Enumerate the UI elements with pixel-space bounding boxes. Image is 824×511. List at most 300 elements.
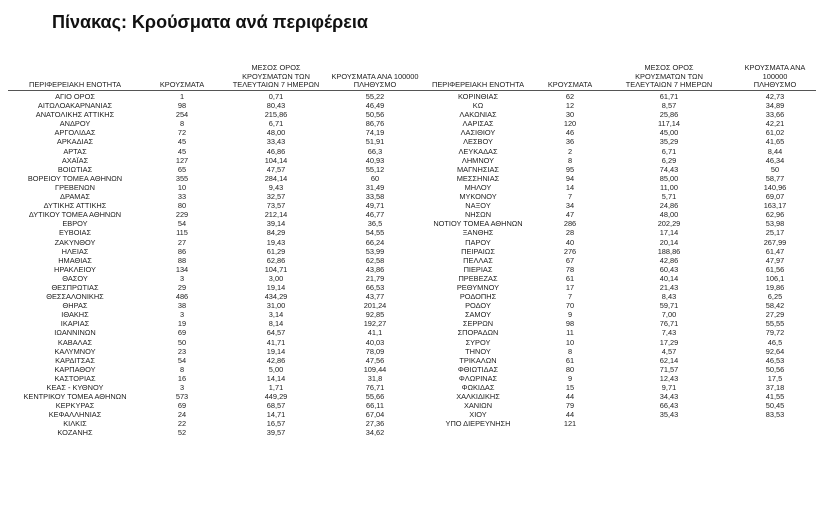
cell-right-cases: 98 [565,319,575,329]
cell-left-per100k: 27,36 [365,419,385,429]
cell-right-avg7: 76,71 [659,319,679,329]
cell-left-avg7: 5,00 [268,364,284,374]
cell-right-avg7: 62,14 [659,355,679,365]
cell-right-per100k: 163,17 [763,201,787,211]
table-row [8,110,816,119]
cell-left-avg7: 8,14 [268,319,284,329]
cell-right-region: ΥΠΟ ΔΙΕΡΕΥΝΗΣΗ [445,419,511,429]
cell-right-region: ΣΠΟΡΑΔΩΝ [457,328,499,338]
cell-left-avg7: 104,14 [264,155,288,165]
cell-left-cases: 573 [175,392,189,402]
cell-right-cases: 286 [563,219,577,229]
cell-left-avg7: 19,43 [266,237,286,247]
table-row [8,128,816,137]
cell-right-per100k: 25,17 [765,228,785,238]
cell-right-region: ΜΥΚΟΝΟΥ [459,192,497,202]
cell-right-region: ΜΗΛΟΥ [464,182,492,192]
cell-right-region: ΡΕΘΥΜΝΟΥ [456,282,500,292]
cell-left-per100k: 62,58 [365,255,385,265]
cell-left-per100k: 40,93 [365,155,385,165]
table-row [8,174,816,183]
table-row [8,147,816,156]
cell-left-per100k: 55,66 [365,392,385,402]
cell-right-avg7: 11,00 [660,182,678,192]
cell-left-per100k: 33,58 [365,192,385,202]
cell-right-avg7: 8,57 [661,101,677,111]
cell-right-cases: 7 [567,192,573,202]
cell-left-cases: 24 [177,410,187,420]
cell-left-per100k: 53,99 [365,246,385,256]
cell-left-per100k: 55,12 [365,164,385,174]
cell-right-per100k: 47,97 [765,255,785,265]
cell-right-cases: 120 [563,119,577,129]
cell-right-avg7: 6,71 [661,146,677,156]
cell-left-region: ΗΛΕΙΑΣ [61,246,89,256]
cell-left-per100k: 66,3 [367,146,383,156]
cell-left-region: ΔΡΑΜΑΣ [60,192,90,202]
cell-left-cases: 3 [179,383,185,392]
cell-left-per100k: 74,19 [365,128,385,138]
cell-right-avg7: 25,86 [659,110,679,120]
cell-left-per100k: 66,53 [365,282,385,292]
cell-right-per100k: 8,44 [767,146,783,156]
cell-left-per100k: 43,86 [365,264,385,274]
cell-right-avg7: 24,86 [659,201,679,211]
cell-left-per100k: 60 [370,173,380,183]
cell-right-region: ΣΕΡΡΩΝ [462,319,494,329]
cell-right-region: ΡΟΔΟΥ [465,301,491,311]
cell-left-cases: 115 [176,228,188,238]
cell-right-per100k: 17,5 [767,373,783,383]
cell-right-cases: 40 [565,237,575,247]
cell-right-region: ΛΗΜΝΟΥ [461,155,495,165]
cell-right-cases: 34 [565,201,575,211]
cell-left-cases: 10 [177,182,187,192]
cell-left-avg7: 16,57 [266,419,286,429]
cell-right-cases: 28 [565,228,575,238]
table-row [8,92,816,101]
cell-right-cases: 30 [565,110,575,120]
cell-right-avg7: 66,43 [659,401,679,411]
cell-left-region: ΑΝΑΤΟΛΙΚΗΣ ΑΤΤΙΚΗΣ [35,110,115,120]
cell-right-avg7: 4,57 [661,346,677,356]
cell-right-per100k: 106,1 [765,273,785,283]
cell-right-avg7: 188,86 [657,246,681,256]
cell-right-per100k: 140,96 [763,182,787,192]
cell-right-cases: 46 [565,128,575,138]
cell-left-avg7: 19,14 [266,282,286,292]
cell-right-avg7: 8,43 [661,292,677,302]
cell-right-cases: 8 [567,155,573,165]
cell-right-per100k: 83,53 [765,410,785,420]
cell-right-per100k: 37,18 [765,383,785,392]
cell-left-cases: 72 [177,128,187,138]
cell-right-region: ΠΕΛΛΑΣ [463,255,493,265]
cell-left-region: ΑΙΤΩΛΟΑΚΑΡΝΑΝΙΑΣ [37,101,113,111]
cell-left-per100k: 46,49 [365,101,385,111]
cell-left-avg7: 84,29 [266,228,286,238]
cell-right-per100k: 62,96 [765,210,785,220]
cell-right-per100k: 42,21 [765,119,785,129]
cell-right-per100k: 69,07 [765,192,785,202]
cell-left-avg7: 68,57 [266,401,286,411]
cell-left-per100k: 66,11 [366,401,384,411]
cell-left-region: ΗΜΑΘΙΑΣ [58,255,92,265]
cell-right-region: ΦΩΚΙΔΑΣ [461,383,495,392]
cell-right-region: ΚΟΡΙΝΘΙΑΣ [457,92,499,101]
cell-right-avg7: 17,29 [659,337,679,347]
cell-right-region: ΠΡΕΒΕΖΑΣ [458,273,498,283]
cell-right-per100k: 61,02 [765,128,785,138]
table-row [8,401,816,410]
cell-left-region: ΑΧΑΪΑΣ [61,155,89,165]
cell-right-per100k: 50,56 [765,364,785,374]
cell-left-cases: 16 [177,373,187,383]
cell-right-per100k: 50 [770,164,780,174]
cell-left-region: ΕΒΡΟΥ [62,219,88,229]
table-row [8,392,816,401]
cell-right-avg7: 74,43 [659,164,679,174]
cell-left-per100k: 78,09 [365,346,385,356]
table-row [8,101,816,110]
cell-left-region: ΓΡΕΒΕΝΩΝ [55,182,95,192]
cell-right-cases: 2 [567,146,573,156]
header-7day-avg: ΜΕΣΟΣ ΟΡΟΣ ΚΡΟΥΣΜΑΤΩΝ ΤΩΝ ΤΕΛΕΥΤΑΙΩΝ 7 ΗΜΕΡΩΝ [232,63,320,90]
cell-right-per100k: 50,45 [765,401,785,411]
cell-right-per100k: 55,55 [765,319,785,329]
cell-right-cases: 44 [565,392,575,402]
cell-right-region: ΠΑΡΟΥ [465,237,491,247]
cell-right-per100k: 58,42 [765,301,785,311]
table-row [8,410,816,419]
cell-left-region: ΚΑΡΠΑΘΟΥ [54,364,96,374]
cell-left-region: ΔΥΤΙΚΟΥ ΤΟΜΕΑ ΑΘΗΝΩΝ [28,210,122,220]
cell-left-cases: 27 [177,237,187,247]
cell-left-per100k: 34,62 [365,428,385,438]
cell-right-avg7: 42,86 [659,255,679,265]
cell-left-avg7: 61,29 [266,246,286,256]
cell-right-avg7: 202,29 [657,219,681,229]
cell-right-region: ΝΗΣΩΝ [464,210,492,220]
table-row [8,165,816,174]
cell-right-cases: 62 [565,92,575,101]
table-row [8,265,816,274]
header-cases: ΚΡΟΥΣΜΑΤΑ [159,80,205,90]
cell-right-avg7: 61,71 [659,92,679,101]
cell-left-region: ΗΡΑΚΛΕΙΟΥ [54,264,96,274]
cell-right-per100k: 46,34 [765,155,785,165]
table-row [8,247,816,256]
cell-right-cases: 7 [567,292,573,302]
cell-left-avg7: 41,71 [266,337,286,347]
cell-left-cases: 127 [175,155,189,165]
header-per-100k: ΚΡΟΥΣΜΑΤΑ ΑΝΑ 100000 ΠΛΗΘΥΣΜΟ [744,63,806,90]
cell-left-avg7: 449,29 [264,392,288,402]
cell-left-per100k: 51,91 [365,137,385,147]
cell-right-region: ΛΑΚΩΝΙΑΣ [459,110,497,120]
cell-left-region: ΒΟΡΕΙΟΥ ΤΟΜΕΑ ΑΘΗΝΩΝ [27,173,123,183]
cell-left-avg7: 215,86 [264,110,288,120]
cell-left-region: ΚΟΖΑΝΗΣ [57,428,93,438]
cell-left-avg7: 33,43 [266,137,286,147]
cell-right-region: ΣΑΜΟΥ [464,310,492,320]
table-row [8,283,816,292]
cell-right-cases: 70 [565,301,575,311]
cell-right-cases: 9 [567,373,573,383]
table-row [8,274,816,283]
cell-left-cases: 8 [179,119,185,129]
cell-right-cases: 47 [565,210,575,220]
cell-right-per100k: 19,86 [765,282,785,292]
cell-left-region: ΚΑΒΑΛΑΣ [57,337,93,347]
cell-right-region: ΛΕΣΒΟΥ [463,137,493,147]
cell-right-region: ΚΩ [472,101,484,111]
cell-right-region: ΠΙΕΡΙΑΣ [463,264,493,274]
cell-right-per100k: 41,55 [765,392,785,402]
cell-right-per100k: 58,77 [765,173,785,183]
table-row [8,210,816,219]
cell-right-avg7: 48,00 [659,210,679,220]
cell-right-cases: 276 [563,246,577,256]
cell-right-cases: 9 [567,310,573,320]
cell-right-region: ΠΕΙΡΑΙΩΣ [461,246,495,256]
cell-left-avg7: 9,43 [268,182,284,192]
cell-right-region: ΧΑΛΚΙΔΙΚΗΣ [456,392,500,402]
cell-right-avg7: 17,14 [659,228,679,238]
cell-right-avg7: 45,00 [659,128,679,138]
cell-left-cases: 86 [177,246,187,256]
cell-right-region: ΦΛΩΡΙΝΑΣ [458,373,498,383]
table-row [8,137,816,146]
cell-left-region: ΘΕΣΣΑΛΟΝΙΚΗΣ [46,292,104,302]
cell-left-avg7: 212,14 [264,210,288,220]
cell-left-per100k: 47,56 [365,355,385,365]
cell-right-cases: 80 [565,364,575,374]
table-row [8,365,816,374]
cell-right-cases: 67 [565,255,575,265]
cell-left-region: ΖΑΚΥΝΘΟΥ [54,237,96,247]
table-row [8,301,816,310]
cell-right-avg7: 85,00 [659,173,679,183]
cell-right-per100k: 267,99 [763,237,787,247]
cell-right-avg7: 117,14 [657,119,681,129]
cell-left-region: ΑΡΓΟΛΙΔΑΣ [54,128,96,138]
cell-right-avg7: 34,43 [659,392,679,402]
cell-left-avg7: 64,57 [266,328,286,338]
cell-right-avg7: 7,00 [661,310,677,320]
cell-left-region: ΕΥΒΟΙΑΣ [58,228,92,238]
regional-cases-table [8,60,816,438]
cell-left-cases: 134 [175,264,189,274]
cell-right-cases: 61 [565,273,575,283]
cell-left-per100k: 192,27 [363,319,387,329]
cell-left-per100k: 201,24 [363,301,387,311]
header-cases: ΚΡΟΥΣΜΑΤΑ [547,80,593,90]
cell-left-avg7: 3,14 [268,310,284,320]
cell-left-per100k: 92,85 [365,310,385,320]
cell-left-cases: 98 [177,101,187,111]
cell-left-per100k: 49,71 [365,201,385,211]
cell-right-avg7: 71,57 [659,364,679,374]
cell-left-avg7: 6,71 [268,119,284,129]
cell-right-per100k: 27,29 [765,310,785,320]
cell-left-region: ΙΚΑΡΙΑΣ [60,319,90,329]
cell-right-cases: 79 [565,401,575,411]
page-title: Πίνακας: Κρούσματα ανά περιφέρεια [52,12,368,32]
cell-right-avg7: 7,43 [661,328,677,338]
cell-left-region: ΙΩΑΝΝΙΝΩΝ [54,328,96,338]
table-row [8,238,816,247]
cell-right-cases [536,428,604,437]
cell-right-cases: 12 [565,101,575,111]
table-row [8,347,816,356]
cell-left-cases: 8 [179,364,185,374]
cell-left-cases: 69 [177,328,187,338]
cell-right-per100k: 61,47 [765,246,785,256]
cell-left-per100k: 66,24 [365,237,385,247]
table-row [8,310,816,319]
cell-right-region: ΣΥΡΟΥ [465,337,491,347]
cell-left-cases: 54 [177,355,187,365]
cell-right-region [420,428,536,437]
cell-left-avg7: 39,14 [266,219,286,229]
cell-right-per100k: 53,98 [765,219,785,229]
header-7day-avg: ΜΕΣΟΣ ΟΡΟΣ ΚΡΟΥΣΜΑΤΩΝ ΤΩΝ ΤΕΛΕΥΤΑΙΩΝ 7 ΗΜΕΡΩΝ [625,63,713,90]
cell-left-cases: 54 [177,219,187,229]
cell-left-cases: 254 [175,110,189,120]
cell-right-region: ΛΕΥΚΑΔΑΣ [458,146,498,156]
cell-left-region: ΚΕΡΚΥΡΑΣ [55,401,95,411]
cell-right-avg7: 12,43 [659,373,679,383]
cell-left-region: ΚΑΛΥΜΝΟΥ [54,346,96,356]
cell-right-avg7 [604,428,734,437]
cell-right-avg7: 9,71 [661,383,677,392]
table-row [8,256,816,265]
cell-right-region: ΝΟΤΙΟΥ ΤΟΜΕΑ ΑΘΗΝΩΝ [433,219,523,229]
cell-left-region: ΚΑΡΔΙΤΣΑΣ [55,355,95,365]
table-row [8,374,816,383]
cell-right-avg7: 20,14 [659,237,679,247]
cell-right-region: ΛΑΣΙΘΙΟΥ [460,128,496,138]
cell-left-per100k: 76,71 [365,383,385,392]
cell-right-cases: 94 [565,173,575,183]
table-row [8,356,816,365]
cell-right-per100k [734,419,816,428]
cell-left-region: ΚΑΣΤΟΡΙΑΣ [54,373,96,383]
cell-right-avg7: 59,71 [659,301,679,311]
cell-right-per100k: 92,64 [765,346,785,356]
table-row [8,319,816,328]
cell-right-per100k: 46,5 [767,337,783,347]
cell-left-region: ΑΡΚΑΔΙΑΣ [56,137,94,147]
cell-right-region: ΜΑΓΝΗΣΙΑΣ [457,164,499,174]
cell-right-cases: 11 [566,328,574,338]
cell-left-avg7: 1,71 [268,383,284,392]
cell-left-region: ΙΘΑΚΗΣ [61,310,89,320]
cell-left-per100k: 40,03 [365,337,385,347]
table-body [8,92,816,438]
cell-right-per100k: 42,73 [765,92,785,101]
cell-left-cases: 19 [177,319,187,329]
cell-left-cases: 23 [177,346,187,356]
cell-right-region: ΞΑΝΘΗΣ [462,228,494,238]
cell-right-region: ΝΑΞΟΥ [465,201,491,211]
cell-left-avg7: 284,14 [264,173,288,183]
table-row [8,338,816,347]
cell-left-region: ΑΓΙΟ ΟΡΟΣ [55,92,95,101]
cell-left-cases: 3 [179,273,185,283]
cell-right-region: ΦΘΙΩΤΙΔΑΣ [457,364,499,374]
cell-left-cases: 69 [177,401,187,411]
cell-right-cases: 36 [565,137,575,147]
cell-right-region: ΡΟΔΟΠΗΣ [459,292,497,302]
cell-right-per100k: 41,65 [765,137,785,147]
cell-right-cases: 95 [565,164,575,174]
cell-left-avg7: 42,86 [266,355,286,365]
cell-left-region: ΚΙΛΚΙΣ [63,419,87,429]
cell-left-region: ΚΕΦΑΛΛΗΝΙΑΣ [48,410,102,420]
cell-left-region: ΚΕΝΤΡΙΚΟΥ ΤΟΜΕΑ ΑΘΗΝΩΝ [23,392,127,402]
cell-right-cases: 61 [565,355,575,365]
table-row [8,292,816,301]
table-row [8,219,816,228]
cell-right-cases: 14 [565,182,575,192]
cell-left-per100k: 109,44 [363,364,387,374]
header-region: ΠΕΡΙΦΕΡΕΙΑΚΗ ΕΝΟΤΗΤΑ [432,80,524,90]
cell-right-per100k: 34,89 [765,101,785,111]
cell-right-cases: 121 [563,419,577,429]
cell-left-avg7: 32,57 [266,192,286,202]
header-per-100k: ΚΡΟΥΣΜΑΤΑ ΑΝΑ 100000 ΠΛΗΘΥΣΜΟ [331,71,419,90]
cell-left-cases: 52 [177,428,187,438]
cell-left-avg7: 19,14 [266,346,286,356]
cell-left-avg7: 434,29 [264,292,288,302]
cell-left-per100k: 46,77 [365,210,385,220]
cell-left-region: ΘΑΣΟΥ [62,273,88,283]
table-row [8,228,816,237]
cell-right-avg7: 35,43 [659,410,679,420]
cell-right-per100k: 61,56 [765,264,785,274]
cell-right-cases: 17 [565,282,575,292]
table-row [8,419,816,428]
cell-left-avg7: 62,86 [266,255,286,265]
table-row [8,201,816,210]
cell-right-region: ΤΗΝΟΥ [465,346,491,356]
cell-left-avg7: 73,57 [266,201,286,211]
header-region: ΠΕΡΙΦΕΡΕΙΑΚΗ ΕΝΟΤΗΤΑ [29,80,121,90]
cell-left-cases: 22 [177,419,187,429]
cell-right-cases: 8 [567,346,573,356]
cell-left-cases: 486 [175,292,189,302]
cell-right-region: ΤΡΙΚΑΛΩΝ [459,355,497,365]
cell-left-region: ΒΟΙΩΤΙΑΣ [57,164,93,174]
table-row [8,328,816,337]
cell-right-region: ΧΑΝΙΩΝ [463,401,493,411]
cell-left-per100k: 86,76 [365,119,385,129]
cell-left-cases: 3 [179,310,185,320]
cell-left-avg7: 46,86 [266,146,286,156]
cell-left-avg7: 80,43 [266,101,286,111]
cell-left-avg7: 47,57 [266,164,286,174]
cell-left-cases: 45 [177,137,187,147]
table-row [8,383,816,392]
cell-left-per100k: 41,1 [367,328,383,338]
cell-left-avg7: 31,00 [266,301,286,311]
cell-left-per100k: 55,22 [365,92,385,101]
cell-left-region: ΘΕΣΠΡΩΤΙΑΣ [51,282,99,292]
cell-left-per100k: 21,79 [365,273,385,283]
cell-left-per100k: 54,55 [365,228,385,238]
